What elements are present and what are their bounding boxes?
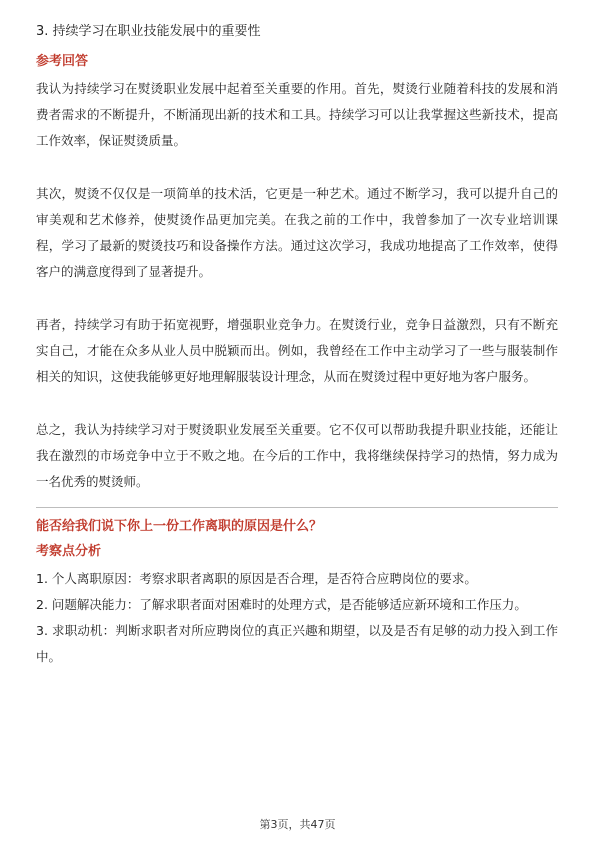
answer-paragraph-1: 我认为持续学习在熨烫职业发展中起着至关重要的作用。首先，熨烫行业随着科技的发展和消费者需求的不断提升，不断涌现出新的技术和工具。持续学习可以让我掌握这些新技术，提高工作效率，保证熨烫质量。	[36, 81, 558, 148]
answer-paragraph-4: 总之，我认为持续学习对于熨烫职业发展至关重要。它不仅可以帮助我提升职业技能，还能让我在激烈的市场竞争中立于不败之地。在今后的工作中，我将继续保持学习的热情，努力成为一名优秀的熨烫师。	[36, 422, 558, 489]
document-page	[36, 22, 558, 670]
answer-paragraph-2: 其次，熨烫不仅仅是一项简单的技术活，它更是一种艺术。通过不断学习，我可以提升自己的审美观和艺术修养，使熨烫作品更加完美。在我之前的工作中，我曾参加了一次专业培训课程，学习了最新的熨烫技巧和设备操作方法。通过这次学习，我成功地提高了工作效率，使得客户的满意度得到了显著提升。	[36, 186, 558, 279]
section-heading: 3. 持续学习在职业技能发展中的重要性	[36, 24, 261, 39]
analysis-point-2: 2. 问题解决能力：了解求职者面对困难时的处理方式，是否能够适应新环境和工作压力。	[36, 597, 527, 612]
section-divider	[36, 507, 558, 508]
page-number: 第3页，共47页	[259, 818, 336, 831]
interview-question: 能否给我们说下你上一份工作离职的原因是什么？	[36, 519, 323, 534]
analysis-point-1: 1. 个人离职原因：考察求职者离职的原因是否合理，是否符合应聘岗位的要求。	[36, 571, 477, 586]
answer-label: 参考回答	[36, 54, 89, 69]
analysis-point-3: 3. 求职动机：判断求职者对所应聘岗位的真正兴趣和期望，以及是否有足够的动力投入到工作中。	[36, 623, 558, 664]
answer-paragraph-3: 再者，持续学习有助于拓宽视野，增强职业竞争力。在熨烫行业，竞争日益激烈，只有不断充实自己，才能在众多从业人员中脱颖而出。例如，我曾经在工作中主动学习了一些与服装制作相关的知识，这使我能够更好地理解服装设计理念，从而在熨烫过程中更好地为客户服务。	[36, 317, 558, 384]
analysis-label: 考察点分析	[36, 544, 102, 559]
